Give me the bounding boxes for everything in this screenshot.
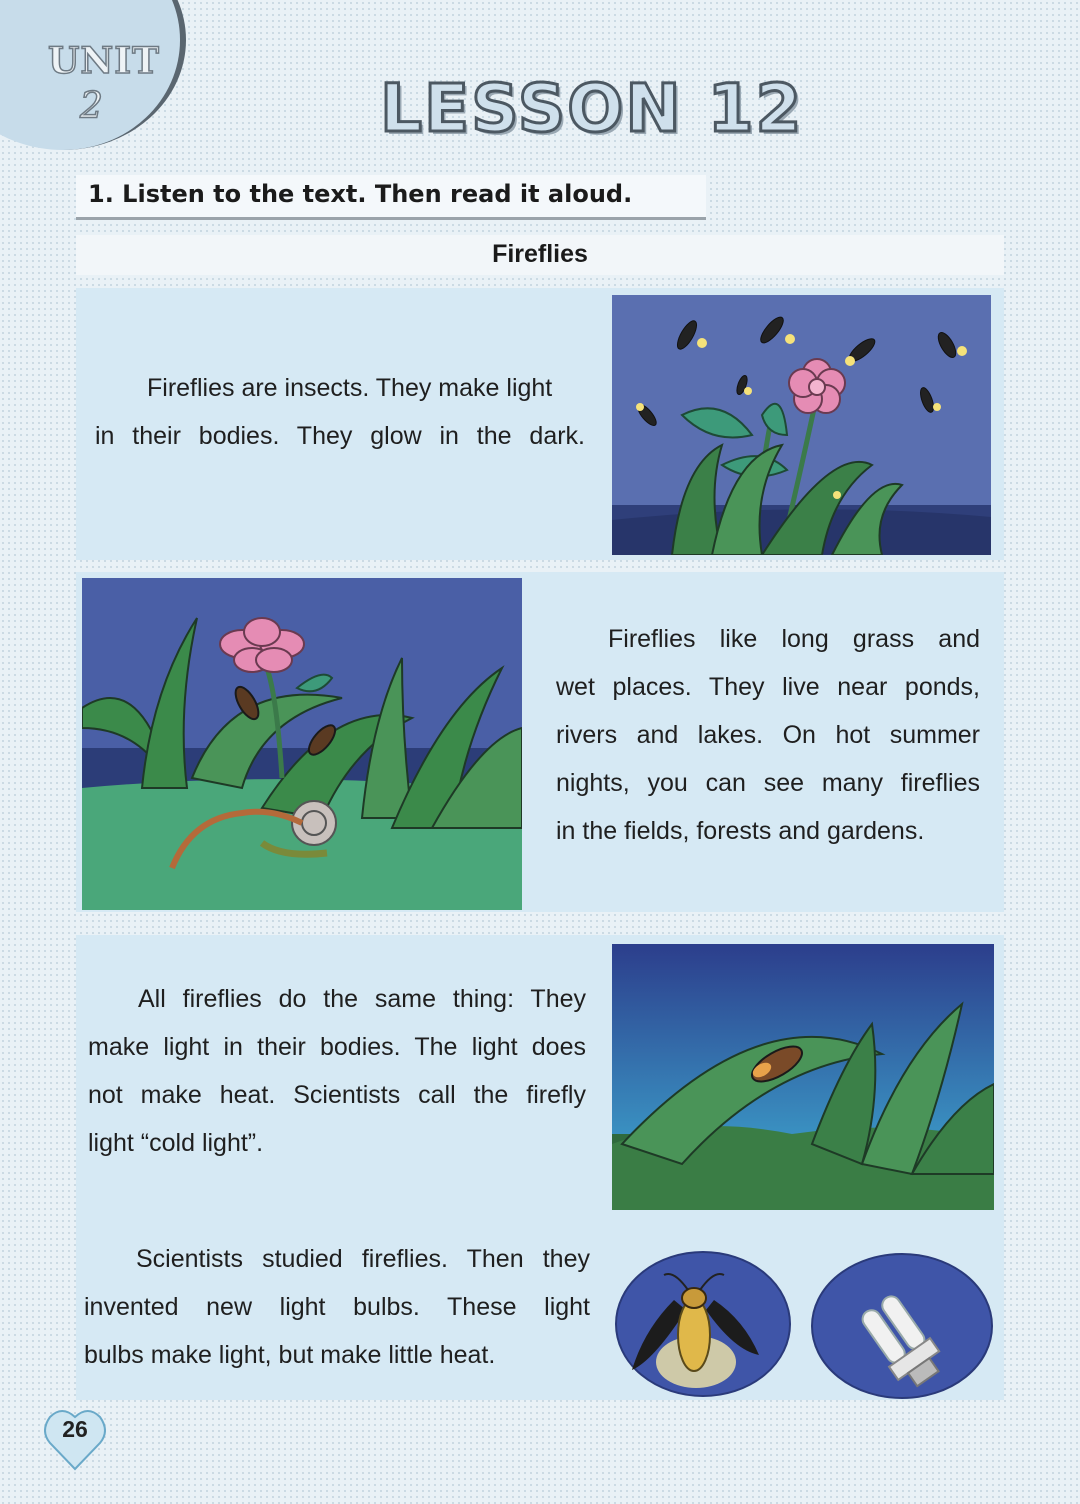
reading-title: Fireflies — [492, 240, 588, 268]
paragraph-2-line: in the fields, forests and gardens. — [556, 817, 925, 845]
paragraph-3-line: light “cold light”. — [88, 1129, 264, 1157]
unit-number: 2 — [80, 86, 103, 127]
paragraph-2 — [556, 615, 980, 855]
paragraph-3-line: All fireflies do the same thing: They — [138, 985, 586, 1013]
lesson-title: LESSON 12 — [380, 70, 804, 147]
paragraph-1 — [95, 364, 585, 460]
firefly-leaf-illustration — [612, 944, 994, 1210]
paragraph-1-line: in their bodies. They glow in the dark. — [95, 422, 585, 450]
paragraph-1-line: Fireflies are insects. They make light — [147, 374, 553, 402]
paragraph-3 — [88, 975, 586, 1167]
paragraph-2-line: nights, you can see many fireflies — [556, 769, 980, 797]
fireflies-flower-illustration — [612, 295, 991, 555]
paragraph-2-line: rivers and lakes. On hot summer — [556, 721, 980, 749]
instruction-text: 1. Listen to the text. Then read it aloud. — [88, 180, 633, 208]
paragraph-4-line: invented new light bulbs. These light — [84, 1293, 590, 1321]
paragraph-2-line: wet places. They live near ponds, — [556, 673, 980, 701]
paragraph-4-line: Scientists studied fireflies. Then they — [136, 1245, 590, 1273]
paragraph-3-line: make light in their bodies. The light does — [88, 1033, 586, 1061]
unit-label: UNIT — [48, 40, 160, 82]
paragraph-3-line: not make heat. Scientists call the firefly — [88, 1081, 586, 1109]
paragraph-4-line: bulbs make light, but make little heat. — [84, 1341, 496, 1369]
firefly-closeup-illustration — [614, 1250, 792, 1398]
paragraph-2-line: Fireflies like long grass and — [608, 625, 980, 653]
page-number: 26 — [62, 1416, 88, 1442]
light-bulb-illustration — [810, 1252, 995, 1400]
grass-snail-illustration — [82, 578, 522, 910]
paragraph-4 — [84, 1235, 590, 1379]
